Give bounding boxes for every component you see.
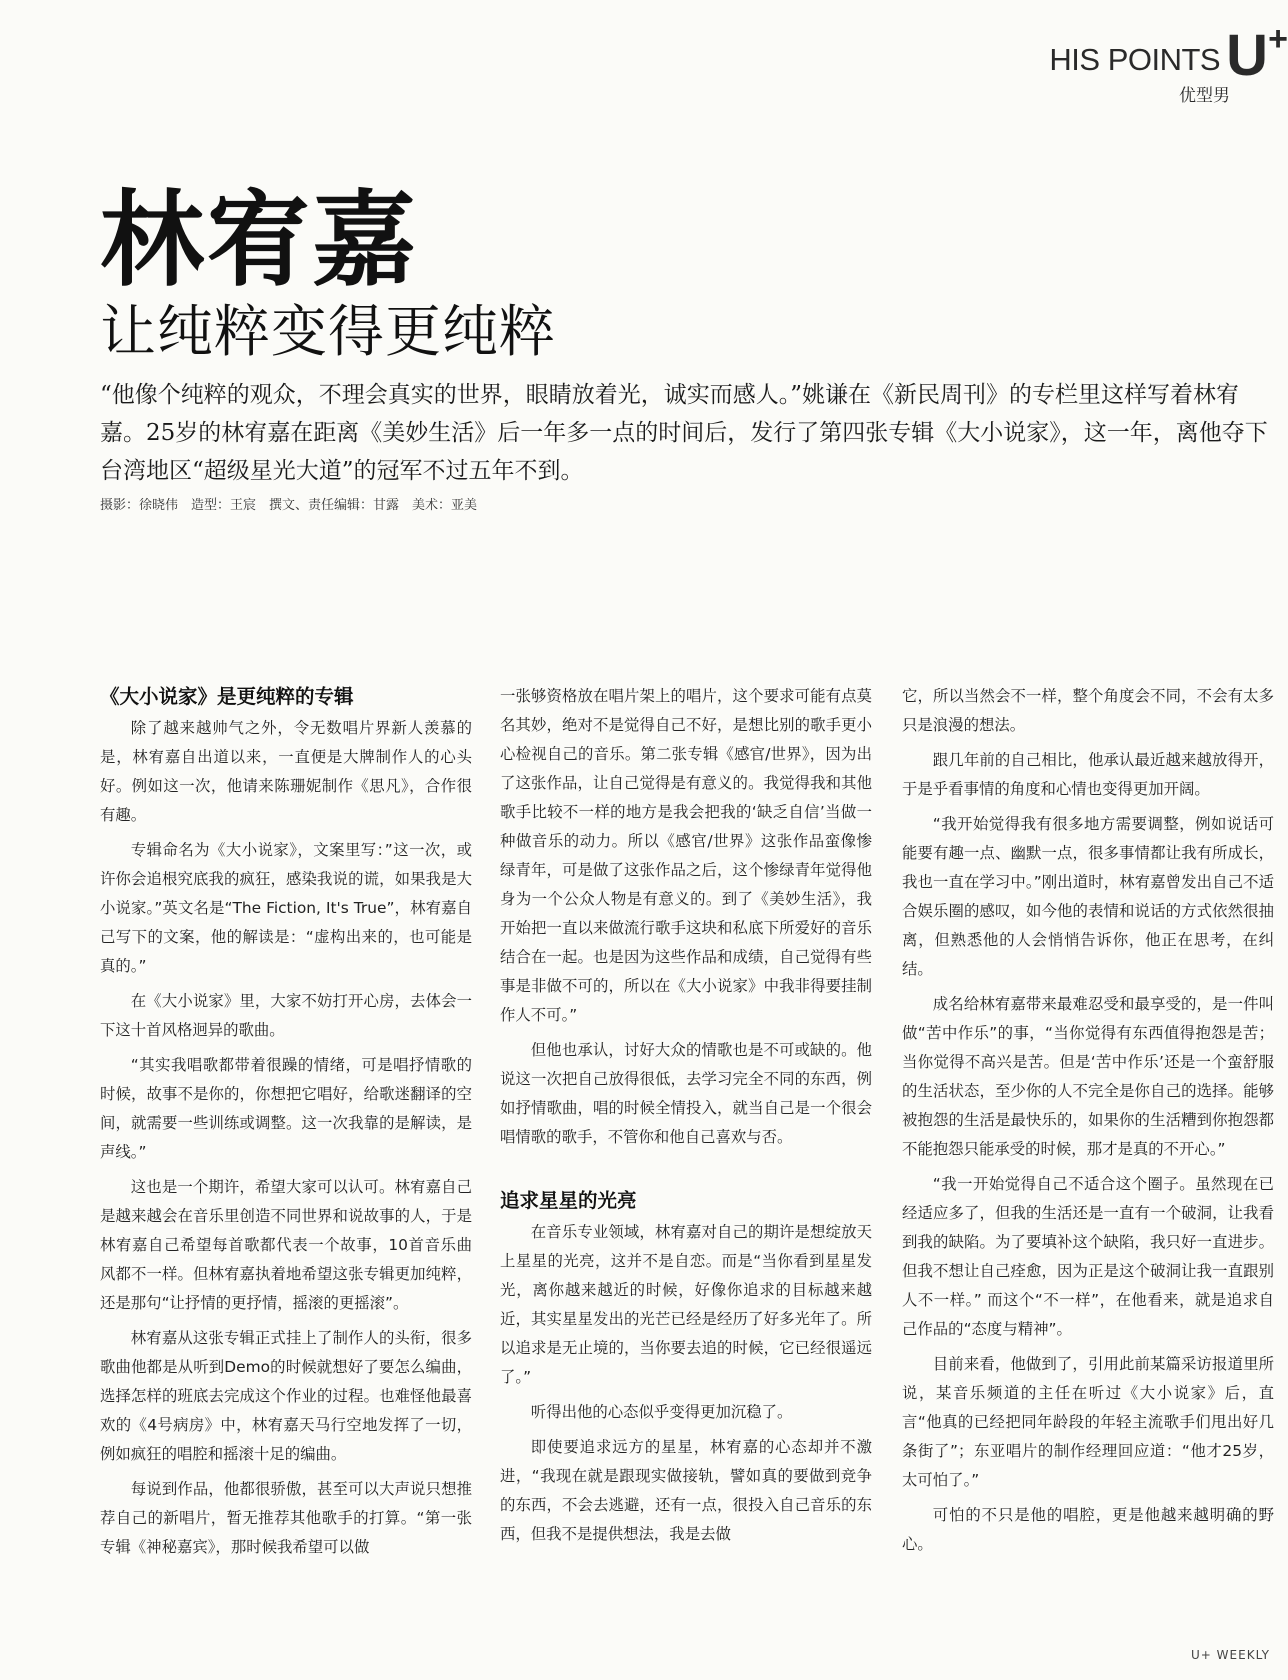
article-column-1 bbox=[100, 682, 472, 1568]
paragraph: 但他也承认，讨好大众的情歌也是不可或缺的。他说这一次把自己放得很低，去学习完全不同的东西，例如抒情歌曲，唱的时候全情投入，就当自己是一个很会唱情歌的歌手，不管你和他自己喜欢与否。 bbox=[500, 1041, 872, 1146]
paragraph: 听得出他的心态似乎变得更加沉稳了。 bbox=[530, 1403, 793, 1421]
paragraph: 林宥嘉从这张专辑正式挂上了制作人的头衔，很多歌曲他都是从听到Demo的时候就想好了要怎么编曲，选择怎样的班底去完成这个作业的过程。也难怪他最喜欢的《4号病房》中，林宥嘉天马行空地发挥了一切，例如疯狂的唱腔和摇滚十足的编曲。 bbox=[100, 1329, 472, 1463]
article-subtitle: 让纯粹变得更纯粹 bbox=[100, 300, 556, 365]
article-column-3 bbox=[902, 682, 1274, 1565]
article-title: 林宥嘉 bbox=[100, 178, 419, 301]
brand-logo-letter: U bbox=[1226, 23, 1268, 88]
paragraph: 在音乐专业领域，林宥嘉对自己的期许是想绽放天上星星的光亮，这并不是自恋。而是“当你看到星星发光，离你越来越近的时候，好像你追求的目标越来越近，其实星星发出的光芒已经是经历了好多光年了。所以追求是无止境的，当你要去追的时候，它已经很遥远了。” bbox=[500, 1223, 872, 1386]
brand-header bbox=[1049, 20, 1288, 106]
paragraph: 除了越来越帅气之外，令无数唱片界新人羡慕的是，林宥嘉自出道以来，一直便是大牌制作人的心头好。例如这一次，他请来陈珊妮制作《思凡》，合作很有趣。 bbox=[100, 719, 472, 824]
paragraph: 每说到作品，他都很骄傲，甚至可以大声说只想推荐自己的新唱片，暂无推荐其他歌手的打算。“第一张专辑《神秘嘉宾》，那时候我希望可以做 bbox=[100, 1480, 472, 1556]
paragraph: 即使要追求远方的星星，林宥嘉的心态却并不激进，“我现在就是跟现实做接轨，譬如真的要做到竞争的东西，不会去逃避，还有一点，很投入自己音乐的东西，但我不是提供想法，我是去做 bbox=[500, 1438, 872, 1543]
paragraph: 可怕的不只是他的唱腔，更是他越来越明确的野心。 bbox=[902, 1506, 1274, 1553]
credits-line: 摄影：徐晓伟 造型：王宸 撰文、责任编辑：甘露 美术：亚美 bbox=[100, 498, 478, 513]
paragraph: 一张够资格放在唱片架上的唱片，这个要求可能有点莫名其妙，绝对不是觉得自己不好，是想比别的歌手更小心检视自己的音乐。第二张专辑《感官/世界》，因为出了这张作品，让自己觉得是有意义的。我觉得我和其他歌手比较不一样的地方是我会把我的‘缺乏自信’当做一种做音乐的动力。所以《感官/世界》这张作品蛮像惨绿青年，可是做了这张作品之后，这个惨绿青年觉得他身为一个公众人物是有意义的。到了《美妙生活》，我开始把一直以来做流行歌手这块和私底下所爱好的音乐结合在一起。也是因为这些作品和成绩，自己觉得有些事是非做不可的，所以在《大小说家》中我非得要挂制作人不可。” bbox=[500, 687, 872, 1024]
paragraph: 成名给林宥嘉带来最难忍受和最享受的，是一件叫做“苦中作乐”的事，“当你觉得有东西值得抱怨是苦；当你觉得不高兴是苦。但是‘苦中作乐’还是一个蛮舒服的生活状态，至少你的人不完全是你自己的选择。能够被抱怨的生活是最快乐的，如果你的生活糟到你抱怨都不能抱怨只能承受的时候，那才是真的不开心。” bbox=[902, 995, 1274, 1158]
paragraph: 跟几年前的自己相比，他承认最近越来越放得开，于是乎看事情的角度和心情也变得更加开阔。 bbox=[902, 751, 1274, 798]
paragraph: “我一开始觉得自己不适合这个圈子。虽然现在已经适应多了，但我的生活还是一直有一个破洞，让我看到我的缺陷。为了要填补这个缺陷，我只好一直进步。但我不想让自己痊愈，因为正是这个破洞让我一直跟别人不一样。” 而这个“不一样”，在他看来，就是追求自己作品的“态度与精神”。 bbox=[902, 1175, 1274, 1338]
section-heading-stars: 追求星星的光亮 bbox=[500, 1189, 637, 1212]
lead-paragraph: “他像个纯粹的观众，不理会真实的世界，眼睛放着光，诚实而感人。”姚谦在《新民周刊》的专栏里这样写着林宥嘉。25岁的林宥嘉在距离《美妙生活》后一年多一点的时间后，发行了第四张专辑《大小说家》，这一年，离他夺下台湾地区“超级星光大道”的冠军不过五年不到。 bbox=[100, 382, 1268, 484]
paragraph: 它，所以当然会不一样，整个角度会不同，不会有太多只是浪漫的想法。 bbox=[902, 687, 1274, 734]
paragraph: 这也是一个期许，希望大家可以认可。林宥嘉自己是越来越会在音乐里创造不同世界和说故事的人，于是林宥嘉自己希望每首歌都代表一个故事，10首音乐曲风都不一样。但林宥嘉执着地希望这张专辑更加纯粹，还是那句“让抒情的更抒情，摇滚的更摇滚”。 bbox=[100, 1178, 472, 1312]
article-column-2 bbox=[500, 682, 872, 1555]
brand-logo bbox=[1226, 20, 1288, 88]
paragraph: “其实我唱歌都带着很躁的情绪，可是唱抒情歌的时候，故事不是你的，你想把它唱好，给歌迷翻译的空间，就需要一些训练或调整。这一次我靠的是解读，是声线。” bbox=[100, 1056, 472, 1161]
brand-subtitle: 优型男 bbox=[1179, 86, 1230, 106]
paragraph: 目前来看，他做到了，引用此前某篇采访报道里所说，某音乐频道的主任在听过《大小说家》后，直言“他真的已经把同年龄段的年轻主流歌手们甩出好几条街了”；东亚唱片的制作经理回应道：“他才25岁，太可怕了。” bbox=[902, 1355, 1274, 1489]
paragraph: “我开始觉得我有很多地方需要调整，例如说话可能要有趣一点、幽默一点，很多事情都让我有所成长，我也一直在学习中。”刚出道时，林宥嘉曾发出自己不适合娱乐圈的感叹，如今他的表情和说话的方式依然很抽离，但熟悉他的人会悄悄告诉你，他正在思考，在纠结。 bbox=[902, 815, 1274, 978]
brand-logo-plus: + bbox=[1268, 20, 1288, 58]
section-heading-album: 《大小说家》是更纯粹的专辑 bbox=[100, 685, 354, 708]
page-footer: U+ WEEKLY bbox=[1191, 1648, 1270, 1662]
brand-name: HIS POINTS bbox=[1049, 42, 1221, 77]
paragraph: 在《大小说家》里，大家不妨打开心房，去体会一下这十首风格迥异的歌曲。 bbox=[100, 992, 472, 1039]
paragraph: 专辑命名为《大小说家》，文案里写：”这一次，或许你会追根究底我的疯狂，感染我说的谎，如果我是大小说家。”英文名是“The Fiction, It's True”，林宥嘉自己写下的文案，他的解读是：“虚构出来的，也可能是真的。” bbox=[100, 841, 472, 975]
